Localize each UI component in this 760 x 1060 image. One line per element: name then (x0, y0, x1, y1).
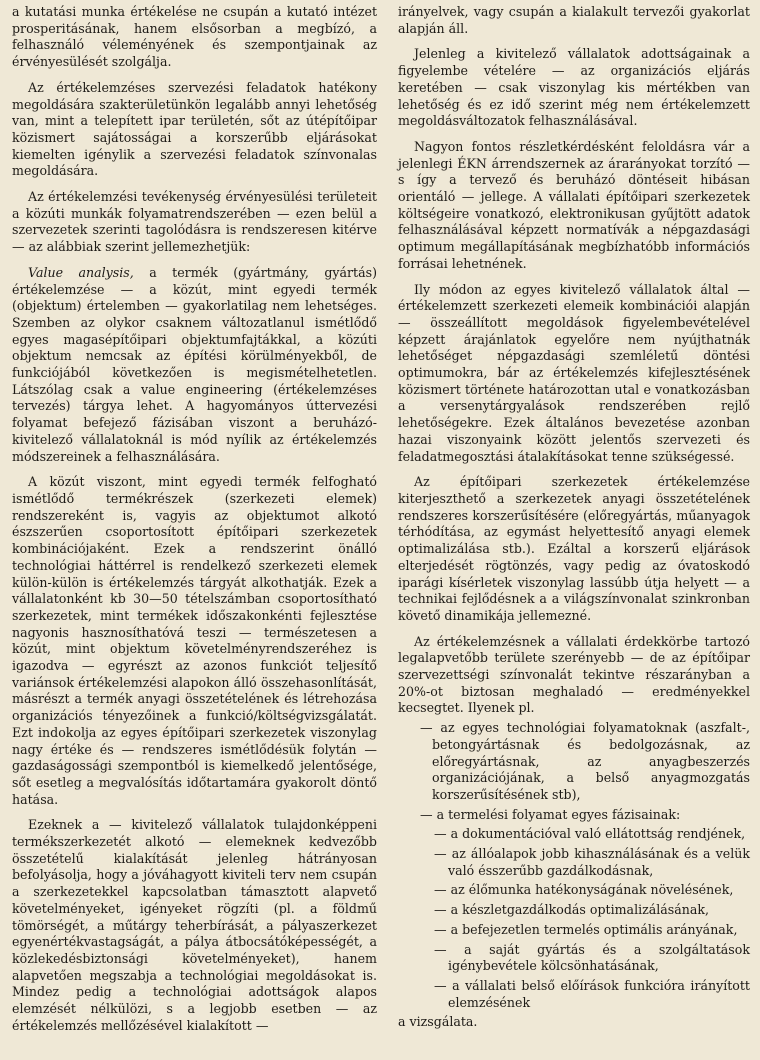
sub-list-item: — a vállalati belső előírások funkcióra irányított elemzésének (434, 977, 750, 1010)
paragraph: Az értékelemzési tevékenység érvényesülési területeit a közúti munkák folyamatrendszerében — ezen belül a szervezetek szerinti tagolódásra is rendszeresen kitérve — az alábbiak szerint jellemezhetjük: (12, 189, 377, 255)
paragraph: Az építőipari szerkezetek értékelemzése kiterjeszthető a szerkezetek anyagi összetételének rendszeres korszerűsítésére (előregyártás, műanyagok térhódítása, az egymást helyettesítő anyagi elemek optimalizálása stb.). Ezáltal a korszerű eljárások elterjedését rögtönzés, vagy pedig az óvatoskodó iparági kísérletek viszonylag lassúbb útja helyett — a technikai fejlődésnek a a világszínvonalat szinkronban követő dinamikája jellemezné. (398, 474, 750, 623)
paragraph: Az értékelemzésnek a vállalati érdekkörbe tartozó legalapvetőbb területe szerényebb — de az építőipar szervezettségi színvonalát tekintve részarányban a 20%-ot biztosan meghaladó — eredményekkel kecsegtet. Ilyenek pl. (398, 633, 750, 716)
paragraph: Az értékelemzéses szervezési feladatok hatékony megoldására szakterületünkön legalább annyi lehetőség van, mint a telepített ipar területén, sőt az útépítőipar közismert sajátosságai a korszerűbb eljárásokat kiemelten igénylik a szervezési feladatok színvonalas megoldására. (12, 79, 377, 179)
list-item: — a termelési folyamat egyes fázisainak: (420, 806, 681, 822)
paragraph: A közút viszont, mint egyedi termék felfogható ismétlődő termékrészek (szerkezeti elemek) rendszereként is, vagyis az objektumot alkotó észszerűen csoportosított építőipari szerkezetek kombinációjaként. Ezek a rendszerint önálló technológiai háttérrel is rendelkező szerkezeti elemek külön-külön is értékelemzés tárgyát alkothatják. Ezek a vállalatonként kb 30—50 tételszámban csoportosítható szerkezetek, mint termékek időszakonkénti fejlesztése nagyonis hasznosíthatóvá teszi — természetesen a közút, mint objektum követelményrendszeréhez is igazodva — egyrészt az azonos funkciót teljesítő variánsok értékelemzési alapokon álló összehasonlítását, másrészt a termék anyagi összetételének és létrehozása organizációs tényezőinek a funkció/költségvizsgálatát. Ezt indokolja az egyes építőipari szerkezetek viszonylag nagy értéke és — rendszeres ismétlődésük folytán — gazdaságossági szempontból is kiemelkedő jelentősége, sőt esetleg a megvalósítás időtartamára gyakorolt döntő hatása. (12, 474, 377, 807)
paragraph: Ily módon az egyes kivitelező vállalatok által — értékelemzett szerkezeti elemeik kombinációi alapján — összeállított megoldások figyelembevételével képzett árajánlatok egyelőre nem nyújthatnák lehetőséget népgazdasági szemléletű döntési optimumokra, bár az értékelemzés kifejlesztésének közismert története határozottan utal e vonatkozásban a versenytárgyalások rendszerében rejlő lehetőségekre. Ezek általános bevezetése azonban hazai viszonyaink között jelentős szervezeti és feladatmegosztási átalakításokat tenne szükségessé. (398, 281, 750, 464)
paragraph: irányelvek, vagy csupán a kialakult tervezői gyakorlat alapján áll. (398, 4, 750, 36)
paragraph-text: a termék (gyártmány, gyártás) értékelemzése — a közút, mint egyedi termék (objektum) értelemben — gyakorlatilag nem lehetséges. Szemben az olykor csaknem változatlanul ismétlődő egyes magasépítőipari objektumfajtákkal, a közúti objektum nemcsak az építési körülményekből, de funkciójából következően is megismételhetetlen. Látszólag csak a value engineering (értékelemzéses tervezés) tárgya lehet. A hagyományos úttervezési folyamat befejező fázisában viszont a beruházó-kivitelező vállalatoknál is mód nyílik az értékelemzés módszereinek a felhasználására. (12, 264, 377, 464)
paragraph: Jelenleg a kivitelező vállalatok adottságainak a figyelembe vételére — az organizációs eljárás keretében — csak viszonylag kis mértékben van lehetőség és ez idő szerint még nem értékelemzett megoldásváltozatok felhasználásával. (398, 46, 750, 129)
right-column (398, 4, 750, 1031)
sub-list-item: — a saját gyártás és a szolgáltatások igénybevétele kölcsönhatásának, (434, 941, 750, 974)
closing-line: a vizsgálata. (398, 1014, 478, 1030)
paragraph: Nagyon fontos részletkérdésként feloldásra vár a jelenlegi ÉKN árrendszernek az árarányokat torzító — s így a tervező és beruházó döntéseit hibásan orientáló — jellege. A vállalati építőipari szerkezetek költségeire vonatkozó, elektronikusan gyűjtött adatok felhasználásával képzett normatívák a népgazdasági optimum megállapításának megbízhatóbb információs forrásai lehetnének. (398, 138, 750, 271)
sub-list-item: — a dokumentációval való ellátottság rendjének, (434, 826, 746, 842)
sub-list-item: — az állóalapok jobb kihasználásának és a velük való ésszerűbb gazdálkodásnak, (434, 846, 750, 878)
sub-list-item: — a készletgazdálkodás optimalizálásának, (434, 902, 710, 918)
emphasized-term: Value analysis, (28, 264, 134, 280)
sub-list-item: — az élőmunka hatékonyságának növelésének, (434, 882, 734, 898)
paragraph: a kutatási munka értékelése ne csupán a kutató intézet prosperitásának, hanem elsősorban a megbízó, a felhasználó véleményének és szempontjainak az érvényesülését szolgálja. (12, 4, 377, 70)
paragraph: Ezeknek a — kivitelező vállalatok tulajdonképpeni termékszerkezetét alkotó — elemeknek kedvezőbb összetételű kialakítását jelenleg hátrányosan befolyásolja, hogy a jóváhagyott kiviteli terv nem csupán a szerkezetekkel kapcsolatban támasztott alapvető követelményeket, igényeket rögzíti (pl. a földmű tömörségét, a műtárgy teherbírását, a pályaszerkezet egyenértékvastagságát, a pálya átbocsátóképességét, a közlekedésbiztonsági követelményeket), hanem alapvetően megszabja a technológiai megoldásokat is. Mindez pedig a technológiai adottságok alapos elemzését nélkülözi, s a legjobb esetben — az értékelemzés mellőzésével kialakított — (12, 817, 377, 1033)
sub-list-item: — a befejezetlen termelés optimális arányának, (434, 921, 738, 937)
list-item: — az egyes technológiai folyamatoknak (aszfalt-, betongyártásnak és bedolgozásnak, az előregyártásnak, az anyagbeszerzés organizációjának, a belső anyagmozgatás korszerűsítésének stb), (420, 720, 750, 802)
left-column (12, 4, 377, 1043)
paragraph (12, 265, 377, 465)
